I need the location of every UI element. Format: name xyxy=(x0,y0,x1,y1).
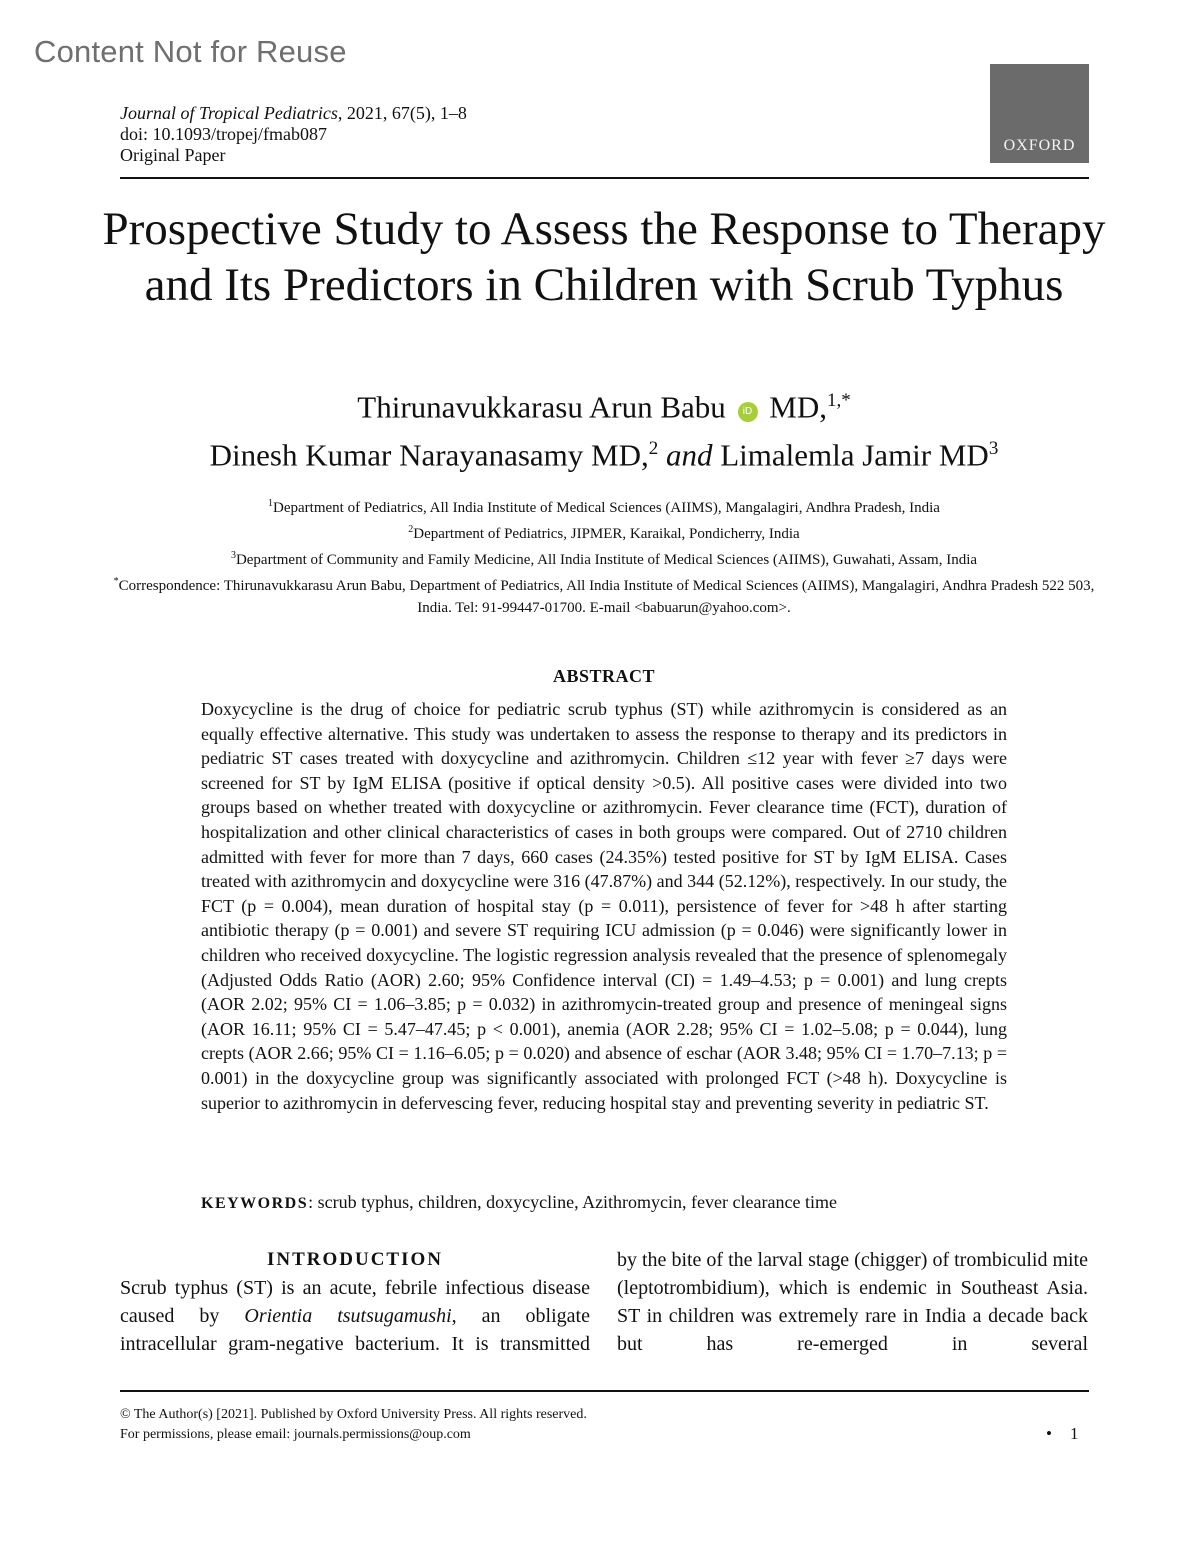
footer-notes xyxy=(120,1405,587,1445)
affiliation-1-text: Department of Pediatrics, All India Institute of Medical Sciences (AIIMS), Mangalagiri, Andhra Pradesh, India xyxy=(273,500,940,516)
page-number-area xyxy=(1046,1424,1078,1444)
author-1-sup: 1,* xyxy=(826,390,851,411)
journal-name: Journal of Tropical Pediatrics xyxy=(120,103,338,123)
correspondence xyxy=(100,571,1108,619)
journal-doi: doi: 10.1093/tropej/fmab087 xyxy=(120,124,327,144)
affiliation-2-text: Department of Pediatrics, JIPMER, Karaikal, Pondicherry, India xyxy=(413,526,800,542)
intro-column-left xyxy=(120,1246,590,1358)
abstract-heading: ABSTRACT xyxy=(552,666,656,686)
intro-column-right xyxy=(617,1246,1088,1358)
oxford-logo xyxy=(990,64,1089,163)
orcid-icon[interactable]: iD xyxy=(738,402,758,422)
author-1: Thirunavukkarasu Arun Babu xyxy=(357,389,726,425)
author-2-sup: 2 xyxy=(648,438,659,460)
page-number: 1 xyxy=(1069,1424,1079,1443)
intro-left-text-2: , an obligate intracellular gram-negative bacterium. It is transmitted xyxy=(120,1305,590,1355)
intro-paragraph-right: by the bite of the larval stage (chigger) of trombiculid mite (leptotrombidium), which is endemic in Southeast Asia. ST in children was extremely rare in India a decade back but has re-emerged in several xyxy=(617,1249,1088,1355)
permissions-notice: For permissions, please email: journals.permissions@oup.com xyxy=(120,1427,471,1442)
keywords-label: KEYWORDS xyxy=(201,1195,309,1212)
bullet-separator: • xyxy=(1046,1424,1052,1443)
author-1-degree: MD, xyxy=(769,389,827,425)
footer-rule xyxy=(120,1390,1089,1392)
author-3: Limalemla Jamir MD xyxy=(720,437,989,473)
abstract-body: Doxycycline is the drug of choice for pediatric scrub typhus (ST) while azithromycin is considered as an equally effective alternative. This study was undertaken to assess the response to therapy and its predictors in pediatric ST cases treated with doxycycline and azithromycin. Children ≤12 year with fever ≥7 days were screened for ST by IgM ELISA (positive if optical density >0.5). All positive cases were divided into two groups based on whether treated with doxycycline or azithromycin. Fever clearance time (FCT), duration of hospitalization and other clinical characteristics of cases in both groups were compared. Out of 2710 children admitted with fever for more than 7 days, 660 cases (24.35%) tested positive for ST by IgM ELISA. Cases treated with azithromycin and doxycycline were 316 (47.87%) and 344 (52.12%), respectively. In our study, the FCT (p = 0.004), mean duration of hospital stay (p = 0.011), persistence of fever for >48 h after starting antibiotic therapy (p = 0.001) and severe ST requiring ICU admission (p = 0.046) were significantly lower in children who received doxycycline. The logistic regression analysis revealed that the presence of splenomegaly (Adjusted Odds Ratio (AOR) 2.60; 95% Confidence interval (CI) = 1.49–4.53; p = 0.001) and lung crepts (AOR 2.02; 95% CI = 1.06–3.85; p = 0.032) in azithromycin-treated group and presence of meningeal signs (AOR 16.11; 95% CI = 5.47–47.45; p < 0.001), anemia (AOR 2.28; 95% CI = 1.02–5.08; p = 0.044), lung crepts (AOR 2.66; 95% CI = 1.16–6.05; p = 0.020) and absence of eschar (AOR 3.48; 95% CI = 1.70–7.13; p = 0.001) in the doxycycline group was significantly associated with prolonged FCT (>48 h). Doxycycline is superior to azithromycin in defervescing fever, reducing hospital stay and preventing severity in pediatric ST. xyxy=(201,699,1007,1113)
affiliation-3-text: Department of Community and Family Medicine, All India Institute of Medical Sciences (AIIMS), Guwahati, Assam, India xyxy=(235,552,978,568)
header-rule xyxy=(120,177,1089,179)
intro-left-text-1: Scrub typhus (ST) is an acute, febrile infectious disease caused by xyxy=(120,1277,590,1327)
affiliation-2-sup: 2 xyxy=(408,524,414,535)
affiliation-3-sup: 3 xyxy=(230,550,236,561)
author-list xyxy=(100,380,1108,477)
affiliation-1 xyxy=(100,493,1108,519)
copyright-notice: © The Author(s) [2021]. Published by Oxford University Press. All rights reserved. xyxy=(120,1407,587,1422)
watermark: Content Not for Reuse xyxy=(34,34,347,69)
affiliations xyxy=(100,493,1108,619)
journal-citation xyxy=(120,103,467,124)
author-2: Dinesh Kumar Narayanasamy MD, xyxy=(209,437,649,473)
author-3-sup: 3 xyxy=(988,438,999,460)
article-type: Original Paper xyxy=(120,145,226,165)
journal-info xyxy=(120,103,467,166)
author-conjunction: and xyxy=(665,437,713,473)
author-line-2 xyxy=(100,428,1108,476)
correspondence-sup: * xyxy=(113,576,119,587)
intro-organism-name: Orientia tsutsugamushi xyxy=(244,1305,452,1327)
intro-paragraph-left xyxy=(120,1274,590,1358)
journal-volume: , 2021, 67(5), 1–8 xyxy=(337,103,467,123)
introduction-heading: INTRODUCTION xyxy=(266,1249,444,1270)
oxford-logo-text: OXFORD xyxy=(1003,137,1076,154)
affiliation-2 xyxy=(100,519,1108,545)
affiliation-3 xyxy=(100,545,1108,571)
author-line-1 xyxy=(100,380,1108,428)
keywords-text: : scrub typhus, children, doxycycline, Azithromycin, fever clearance time xyxy=(308,1192,837,1212)
correspondence-text: Correspondence: Thirunavukkarasu Arun Babu, Department of Pediatrics, All India Institute of Medical Sciences (AIIMS), Mangalagiri, Andhra Pradesh 522 503, India. Tel: 91-99447-01700. E-mail <babuarun@yahoo.com>. xyxy=(118,578,1095,616)
affiliation-1-sup: 1 xyxy=(268,498,274,509)
paper-title: Prospective Study to Assess the Response to Therapy and Its Predictors in Children with Scrub Typhus xyxy=(102,203,1106,311)
keywords xyxy=(201,1190,1007,1216)
